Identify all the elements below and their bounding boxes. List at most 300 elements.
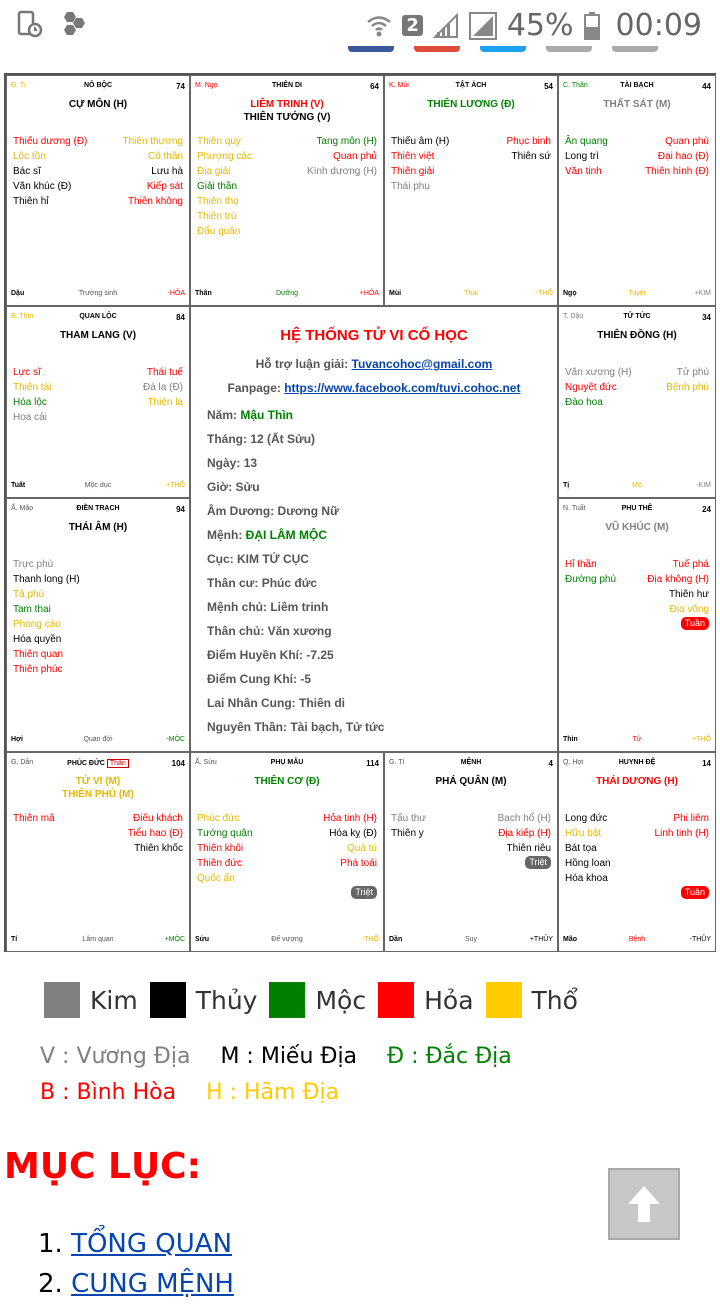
palace-branch: Mùi (389, 290, 402, 297)
info-row (207, 475, 384, 499)
major-star: THIÊN LƯƠNG (Đ) (427, 99, 515, 110)
star-right: Phi liêm (673, 813, 709, 824)
star-row (565, 395, 709, 410)
star-right: Thiên sứ (511, 151, 551, 162)
star-row (391, 179, 551, 194)
palace-can-chi: Ấ. Mão (11, 505, 34, 512)
info-label: Cục: (207, 552, 237, 566)
info-label: Nguyên Thần: (207, 720, 291, 734)
abbreviation: M : Miếu Địa (220, 1044, 358, 1069)
palace-mao (6, 498, 190, 752)
star-row (13, 149, 183, 164)
abbreviation-legend-row-1 (40, 1044, 512, 1069)
info-value: Phúc đức (261, 576, 318, 590)
info-value: Thiên di (299, 696, 345, 710)
palace-can-chi: G. Dần (11, 759, 34, 766)
star-row (13, 365, 183, 380)
star-right: Đà la (Đ) (142, 382, 183, 393)
star-right: Tiểu hao (Đ) (127, 828, 183, 839)
palace-branch: Hợi (11, 736, 23, 743)
palace-name (385, 759, 557, 766)
minor-stars (391, 134, 551, 194)
star-right: Quả tú (346, 843, 377, 854)
palace-element: +THỔ (692, 736, 711, 743)
palace-stage: Bệnh (628, 936, 646, 943)
star-row (197, 149, 377, 164)
palace-name (7, 313, 189, 320)
star-left: Tam thai (13, 604, 51, 615)
star-row (197, 811, 377, 826)
star-row (13, 380, 183, 395)
legend-swatch (150, 982, 186, 1018)
major-stars (7, 775, 189, 801)
star-right: Cô thần (147, 151, 183, 162)
abbreviation-legend-row-2 (40, 1080, 339, 1105)
star-right: Địa không (H) (647, 574, 709, 585)
info-row (207, 667, 384, 691)
minor-stars (565, 365, 709, 410)
star-left: Hồng loan (565, 858, 611, 869)
palace-hoi (558, 752, 716, 952)
star-left: Thiên phúc (13, 664, 63, 675)
palace-mui (384, 75, 558, 306)
palace-suu (190, 752, 384, 952)
star-left: Thiên việt (391, 151, 435, 162)
star-row (391, 164, 551, 179)
major-star: THÁI ÂM (H) (68, 522, 128, 533)
palace-dan (6, 752, 190, 952)
star-right: Thiên hư (668, 589, 709, 600)
star-left: Thiên hỉ (13, 196, 49, 207)
star-left: Thái phụ (391, 181, 430, 192)
share-facebook-button[interactable] (348, 46, 394, 52)
star-left: Đường phù (565, 574, 617, 585)
star-row (565, 134, 709, 149)
abbreviation: B : Bình Hòa (40, 1080, 177, 1105)
info-row (207, 715, 384, 739)
star-left: Thiên khôi (197, 843, 244, 854)
palace-stage: Dưỡng (275, 290, 299, 297)
palace-can-chi: T. Dậu (563, 313, 584, 320)
star-row (13, 194, 183, 209)
star-left: Lộc tồn (13, 151, 46, 162)
share-google-button[interactable] (414, 46, 460, 52)
info-label: Thân cư: (207, 576, 262, 590)
star-left: Thanh long (H) (13, 574, 80, 585)
support-line (191, 357, 557, 371)
legend-label: Mộc (315, 985, 367, 1015)
info-label: Mệnh: (207, 528, 246, 542)
info-value: Sửu (235, 480, 260, 494)
star-row (197, 209, 377, 224)
scroll-to-top-button[interactable] (608, 1168, 680, 1240)
palace-name (385, 82, 557, 89)
triet-badge: Triệt (351, 886, 377, 899)
battery-percent: 45% (506, 8, 574, 43)
support-label: Hỗ trợ luận giải: (255, 357, 349, 371)
legend-label: Thủy (195, 985, 258, 1015)
palace-number: 34 (702, 313, 711, 322)
minor-stars (565, 134, 709, 179)
legend-swatch (269, 982, 305, 1018)
star-left: Thiên quý (197, 136, 241, 147)
toc-title: MỤC LỤC: (4, 1146, 201, 1187)
star-right: Đại hao (Đ) (657, 151, 709, 162)
badge-row (391, 856, 551, 869)
palace-name-label: TỬ TỨC (623, 313, 651, 320)
palace-number: 104 (171, 759, 185, 768)
star-left: Hữu bật (565, 828, 602, 839)
info-row (207, 403, 384, 427)
legend-label: Hỏa (424, 985, 474, 1015)
star-row (13, 134, 183, 149)
star-row (197, 179, 377, 194)
chart-center-info (190, 306, 558, 752)
major-stars (559, 98, 715, 111)
status-bar (0, 0, 720, 50)
star-row (565, 149, 709, 164)
star-left: Tả phù (13, 589, 45, 600)
major-stars (191, 775, 383, 788)
info-label: Năm: (207, 408, 241, 422)
major-stars (559, 329, 715, 342)
fanpage-line (191, 381, 557, 395)
info-label: Tháng: (207, 432, 251, 446)
star-row (13, 647, 183, 662)
info-value: ĐẠI LÂM MỘC (245, 528, 327, 542)
star-row (565, 856, 709, 871)
star-left: Thiếu dương (Đ) (13, 136, 88, 147)
star-left: Phúc đức (197, 813, 240, 824)
star-row (13, 841, 183, 856)
palace-name-label: ĐIỀN TRẠCH (76, 505, 120, 512)
palace-ti-bottom (384, 752, 558, 952)
fanpage-label: Fanpage: (227, 381, 281, 395)
star-left: Thiếu âm (H) (391, 136, 450, 147)
legend-swatch (378, 982, 414, 1018)
share-other-button[interactable] (546, 46, 592, 52)
star-left: Phong cáo (13, 619, 61, 630)
star-row (565, 365, 709, 380)
star-row (565, 602, 709, 617)
star-right: Thiên hình (Đ) (645, 166, 709, 177)
star-row (197, 856, 377, 871)
legend-label: Thổ (531, 985, 578, 1015)
star-right: Quan phù (665, 136, 709, 147)
palace-name-label: HUYNH ĐỆ (618, 759, 656, 766)
major-stars (385, 775, 557, 788)
star-row (197, 134, 377, 149)
major-star: THAM LANG (V) (59, 330, 137, 341)
major-star: THIÊN ĐỒNG (H) (597, 330, 677, 341)
palace-stage: Đế vượng (271, 936, 303, 943)
star-right: Thiên riêu (506, 843, 551, 854)
palace-can-chi: G. Tí (389, 759, 405, 766)
info-row (207, 499, 384, 523)
palace-name (7, 505, 189, 512)
chart-info-list (207, 403, 384, 739)
palace-stage: Trường sinh (78, 290, 118, 297)
star-right: Địa kiếp (H) (498, 828, 551, 839)
palace-number: 74 (176, 82, 185, 91)
palace-stage: Mộc dục (84, 482, 112, 489)
star-left: Tướng quân (197, 828, 253, 839)
legend-label: Kim (90, 985, 138, 1015)
toc-item (38, 1264, 234, 1304)
star-left: Hoa cái (13, 412, 47, 423)
star-right: Tuế phá (672, 559, 709, 570)
tuan-badge: Tuần (681, 617, 709, 630)
star-left: Ân quang (565, 136, 608, 147)
star-right: Tử phù (676, 367, 709, 378)
signal-2-icon (469, 12, 497, 40)
palace-element: +KIM (694, 290, 711, 297)
star-right: Hỏa tinh (H) (323, 813, 377, 824)
tuvi-chart (4, 73, 716, 952)
star-row (197, 224, 377, 239)
palace-can-chi: Ấ. Sửu (195, 759, 217, 766)
battery-icon (584, 12, 600, 40)
star-row (565, 572, 709, 587)
star-row (391, 149, 551, 164)
toc-number: 2. (38, 1269, 72, 1299)
info-value: -5 (300, 672, 311, 686)
toc-list (38, 1224, 234, 1304)
star-left: Tấu thư (391, 813, 427, 824)
palace-can-chi: B. Thìn (11, 313, 34, 320)
star-row (391, 841, 551, 856)
star-row (13, 572, 183, 587)
major-star: THIÊN CƠ (Đ) (254, 776, 320, 787)
major-star: THẤT SÁT (M) (603, 99, 671, 110)
palace-branch: Tị (563, 482, 570, 489)
major-stars (559, 775, 715, 788)
palace-than-top (558, 75, 716, 306)
palace-branch: Tí (11, 936, 18, 943)
star-left: Thiên quan (13, 649, 64, 660)
palace-element: -MỘC (166, 736, 185, 743)
share-twitter-button[interactable] (480, 46, 526, 52)
hexagon-app-icon (58, 10, 88, 38)
info-row (207, 595, 384, 619)
star-row (13, 811, 183, 826)
palace-number: 44 (702, 82, 711, 91)
star-row (391, 826, 551, 841)
palace-element: +MỘC (164, 936, 185, 943)
support-email-link[interactable]: Tuvancohoc@gmail.com (351, 357, 493, 371)
palace-name-label: PHU THÊ (621, 505, 653, 512)
star-left: Văn xương (H) (565, 367, 632, 378)
info-value: 13 (243, 456, 258, 470)
star-left: Thiên thọ (197, 196, 239, 207)
minor-stars (197, 134, 377, 239)
star-row (13, 164, 183, 179)
palace-can-chi: N. Tuất (563, 505, 586, 512)
palace-name (191, 759, 383, 766)
info-row (207, 619, 384, 643)
star-row (565, 841, 709, 856)
star-row (391, 134, 551, 149)
palace-number: 14 (702, 759, 711, 768)
toc-item (38, 1224, 234, 1264)
major-stars (385, 98, 557, 111)
minor-stars (13, 557, 183, 677)
star-left: Hóa quyền (13, 634, 62, 645)
minor-stars (391, 811, 551, 869)
major-stars (191, 98, 383, 124)
info-value: Dương Nữ (277, 504, 339, 518)
legend-swatch (486, 982, 522, 1018)
palace-element: -THỦY (689, 936, 711, 943)
palace-branch: Tuất (11, 482, 26, 489)
minor-stars (565, 557, 709, 630)
wifi-icon (366, 13, 392, 39)
star-right: Bệnh phù (666, 382, 709, 393)
minor-stars (197, 811, 377, 899)
star-right: Phục binh (506, 136, 551, 147)
star-row (197, 841, 377, 856)
palace-stage: Mộ (632, 482, 642, 489)
badge-row (565, 617, 709, 630)
star-row (197, 826, 377, 841)
star-row (565, 871, 709, 886)
star-left: Thiên giải (391, 166, 435, 177)
palace-stage: Lâm quan (82, 936, 114, 943)
triet-badge: Triệt (525, 856, 551, 869)
palace-number: 114 (366, 759, 379, 768)
star-left: Long đức (565, 813, 608, 824)
chart-title: HỆ THỐNG TỬ VI CỔ HỌC (280, 327, 468, 344)
palace-element: -KIM (696, 482, 711, 489)
info-value: Tài bạch, Tử tức (290, 720, 385, 734)
palace-branch: Thìn (563, 736, 578, 743)
palace-name (191, 82, 383, 89)
star-row (13, 395, 183, 410)
palace-ngo (190, 75, 384, 306)
info-value: Liêm trinh (270, 600, 329, 614)
star-left: Hóa lộc (13, 397, 47, 408)
sim-badge: 2 (402, 15, 423, 36)
info-row (207, 427, 384, 451)
palace-dau (558, 306, 716, 498)
star-row (13, 179, 183, 194)
star-left: Bác sĩ (13, 166, 41, 177)
star-left: Long trì (565, 151, 599, 162)
legend-swatch (44, 982, 80, 1018)
palace-name-label: NÔ BỘC (84, 82, 112, 89)
star-left: Thiên mã (13, 813, 55, 824)
palace-name-label: PHỤ MẪU (270, 759, 304, 766)
palace-element: +THỔ (166, 482, 185, 489)
palace-name-label: THIÊN DI (272, 82, 302, 89)
major-star: THIÊN TƯỚNG (V) (243, 112, 331, 123)
palace-name (559, 82, 715, 89)
fanpage-link[interactable]: https://www.facebook.com/tuvi.cohoc.net (284, 381, 521, 395)
palace-stage: Quan đới (83, 736, 113, 743)
major-stars (7, 98, 189, 111)
info-row (207, 643, 384, 667)
info-label: Thân chủ: (207, 624, 268, 638)
major-stars (7, 521, 189, 534)
info-row (207, 451, 384, 475)
info-row (207, 691, 384, 715)
palace-number: 94 (176, 505, 185, 514)
than-marker: Thân (107, 759, 129, 768)
palace-name-label: PHÚC ĐỨC (67, 760, 105, 767)
star-row (13, 662, 183, 677)
toc-link[interactable]: TỔNG QUAN (71, 1229, 233, 1259)
palace-branch: Dậu (11, 290, 25, 297)
share-more-button[interactable] (612, 46, 658, 52)
star-right: Bạch hổ (H) (497, 813, 551, 824)
star-left: Hóa khoa (565, 873, 608, 884)
star-right: Tang môn (H) (316, 136, 377, 147)
info-label: Mệnh chủ: (207, 600, 271, 614)
star-right: Thiên không (127, 196, 183, 207)
star-right: Kiếp sát (146, 181, 183, 192)
major-star: LIÊM TRINH (V) (250, 99, 324, 110)
major-stars (7, 329, 189, 342)
tuan-badge: Tuần (681, 886, 709, 899)
info-row (207, 523, 384, 547)
palace-can-chi: Q. Hợi (563, 759, 584, 766)
star-right: Hóa kỵ (Đ) (329, 828, 377, 839)
info-value: KIM TỨ CỤC (237, 552, 309, 566)
palace-name-label: TẬT ÁCH (455, 82, 487, 89)
major-star: THÁI DƯƠNG (H) (596, 776, 678, 787)
info-row (207, 571, 384, 595)
palace-stage: Suy (464, 936, 478, 943)
info-value: Mậu Thìn (240, 408, 294, 422)
badge-row (565, 886, 709, 899)
toc-link[interactable]: CUNG MỆNH (71, 1269, 234, 1299)
star-right: Thiên la (147, 397, 183, 408)
palace-tuat (558, 498, 716, 752)
palace-number: 24 (702, 505, 711, 514)
star-right: Thiên thương (122, 136, 183, 147)
palace-number: 84 (176, 313, 185, 322)
info-label: Giờ: (207, 480, 236, 494)
star-row (197, 164, 377, 179)
star-row (13, 602, 183, 617)
palace-can-chi: Đ. Tị (11, 82, 26, 89)
arrow-up-icon (626, 1184, 662, 1224)
minor-stars (13, 134, 183, 209)
major-star: THIÊN PHỦ (M) (62, 789, 134, 800)
star-left: Lực sĩ (13, 367, 41, 378)
minor-stars (13, 365, 183, 425)
palace-branch: Thân (195, 290, 212, 297)
major-star: PHÁ QUÂN (M) (435, 776, 507, 787)
star-row (565, 164, 709, 179)
star-right: Thái tuế (146, 367, 183, 378)
star-left: Thiên trù (197, 211, 237, 222)
palace-name (7, 759, 189, 768)
star-left: Hỉ thần (565, 559, 597, 570)
abbreviation: Đ : Đắc Địa (387, 1044, 512, 1069)
palace-name-label: MỆNH (460, 759, 482, 766)
palace-element: -THỔ (361, 936, 379, 943)
palace-name (7, 82, 189, 89)
element-legend (44, 982, 590, 1018)
star-right: Lưu hà (151, 166, 183, 177)
star-row (13, 632, 183, 647)
palace-number: 54 (544, 82, 553, 91)
social-share-bar (348, 46, 658, 52)
star-right: Phá toái (340, 858, 377, 869)
info-value: -7.25 (306, 648, 334, 662)
palace-element: -THỔ (535, 290, 553, 297)
